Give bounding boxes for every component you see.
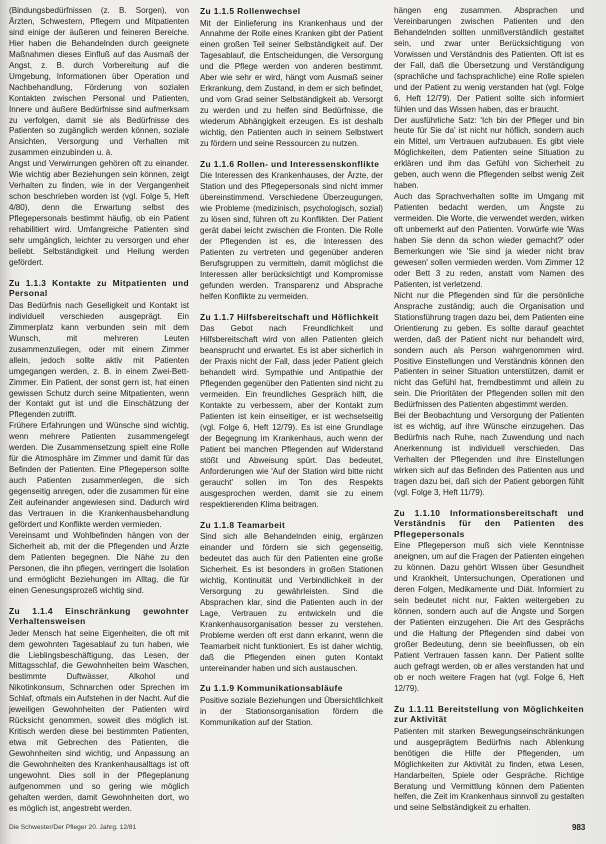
body-paragraph: Mit der Einlieferung ins Krankenhaus und der Annahme der Rolle eines Kranken gibt der Patient einen großen Teil seiner Selbständigkeit auf. Der Tagesablauf, die Entscheidungen, die Versorgung und die Pflege werden von anderen bestimmt. Aber wie sehr er wird, hängt vom Ausmaß seiner Erkrankung, dem Zustand, in dem er sich befindet, und vom Grad seiner Selbständigkeit ab. Versorgt zu werden und zu helfen sind Bedürfnisse, die wiederum Abhängigkeit erzeugen. Es ist deshalb wichtig, den Patienten auch in seinem Selbstwert zu fördern und seine Ressourcen zu nutzen. (200, 18, 383, 148)
section-heading: Zu 1.1.5 Rollenwechsel (200, 6, 301, 16)
section-heading: Zu 1.1.7 Hilfsbereitschaft und Höflichkeit (200, 311, 379, 322)
text-column-1 (9, 6, 189, 815)
body-paragraph: Angst und Verwirrungen gehören oft zu einander. Wie wichtig aber Beziehungen sein können, zeigt Verhalten zu finden, wie in der Vergangenheit schon beschrieben worden ist (vgl. Folge 5, Heft 4/80), denn die Erwartung selbst des Pflegepersonals bestimmt häufig, ob ein Patient rehabilitiert wird. Umfangreiche Patienten sind sehr umgänglich, leichter zu versorgen und eher beliebt. Selbständigkeit und Heilung werden gefördert. (9, 159, 189, 267)
body-paragraph: Patienten mit starken Bewegungseinschränkungen und ausgeprägtem Bedürfnis nach Ablenkung benötigen die Hilfe der Pflegenden, um Möglichkeiten zur Aktivität zu finden, etwa Lesen, Handarbeiten, Spiele oder Gespräche. Richtige Beratung und Vermittlung können dem Patienten helfen, die Zeit im Krankenhaus sinnvoll zu gestalten und seine Selbständigkeit zu erhalten. (394, 726, 584, 813)
body-paragraph: hängen eng zusammen. Absprachen und Vereinbarungen zwischen Patienten und den Behandelnden sollten unmißverständlich gestaltet sein, und zwar unter Berücksichtigung von Vorwissen und Verständnis des Patienten. Oft ist es der Fall, daß die Übersetzung und Verständigung (sprachliche und fachsprachliche) eine Rolle spielen und der Patient zu wenig verstanden hat (vgl. Folge 6, Heft 12/79). Der Patient sollte sich informiert fühlen und das Wissen haben, das er braucht. (394, 6, 584, 114)
body-paragraph: Sind sich alle Behandelnden einig, ergänzen einander und fördern sie sich gegenseitig, bedeutet das auch für den Patienten eine große Sicherheit. Es ist besonders in großen Stationen wichtig, Kontinuität und Verbindlichkeit in der Versorgung zu gewährleisten. Sind die Absprachen klar, sind die Patienten auch in der Lage, Vertrauen zu entwickeln und die Krankenhausorganisation besser zu verstehen. Probleme werden oft erst dann erkannt, wenn die Teamarbeit nicht funktioniert. Es ist daher wichtig, daß die Pflegenden einen guten Kontakt untereinander haben und sich austauschen. (200, 532, 383, 673)
page-number: 983 (572, 823, 586, 832)
section-heading: Zu 1.1.4 Einschränkung gewohnter Verhaltensweisen (9, 605, 189, 627)
body-paragraph: Auch das Sprachverhalten sollte im Umgang mit Patienten bedacht werden, um Ängste zu vermeiden. Die Worte, die verwendet werden, wirken oft unbemerkt auf den Patienten. Vorwürfe wie 'Was haben Sie denn da schon wieder gemacht?' oder Bemerkungen wie 'Sie sind ja wieder nicht brav gewesen' sollen vermieden werden. Vom Zimmer 12 oder Bett 3 zu reden, anstatt vom Namen des Patienten, ist verletzend. (394, 192, 584, 289)
body-paragraph: Bei der Beobachtung und Versorgung der Patienten ist es wichtig, auf ihre Wünsche einzugehen. Das Bedürfnis nach Ruhe, nach Zuwendung und nach Anerkennung ist individuell verschieden. Das Verhalten der Pflegenden und ihre Einstellungen wirken sich auf das Befinden des Patienten aus und tragen dazu bei, daß sich der Patient geborgen fühlt (vgl. Folge 3, Heft 11/79). (394, 411, 584, 497)
journal-footer: Die Schwester/Der Pfleger 20. Jahrg. 12/81 (9, 824, 137, 831)
section-heading: Zu 1.1.9 Kommunikationsabläufe (200, 683, 343, 694)
section-heading: Zu 1.1.6 Rollen- und Interessenskonflikte (200, 158, 380, 169)
body-paragraph: Vereinsamt und Wohlbefinden hängen von der Sicherheit ab, mit der die Pflegenden und Ärzte dem Patienten begegnen. Die Nähe zu den Personen, die ihn pflegen, verringert die Isolation und ermöglicht Beziehungen im Alltag, die für einen Genesungsprozeß wichtig sind. (9, 530, 189, 595)
body-paragraph: Der ausführliche Satz: 'Ich bin der Pfleger und bin heute für Sie da' ist nicht nur höflich, sondern auch ein Mittel, um Vertrauen aufzubauen. Es gibt viele Möglichkeiten, dem Patienten seine Situation zu erklären und ihm das Gefühl von Sicherheit zu geben, auch wenn die Pflegenden selbst wenig Zeit haben. (394, 115, 584, 191)
body-paragraph: Positive soziale Beziehungen und Übersichtlichkeit in der Stationsorganisation fördern die Kommunikation auf der Station. (200, 695, 383, 727)
text-column-2 (200, 6, 383, 729)
body-paragraph: Jeder Mensch hat seine Eigenheiten, die oft mit dem gewohnten Tagesablauf zu tun haben, wie die Lieblingsbeschäftigung, das Lesen, der Mittagsschlaf, die Gewohnheiten beim Waschen, bestimmte Duftwässer, Alkohol und Nikotinkonsum, Schnarchen oder Sprechen im Schlaf, oftmals ein Aufstehen in der Nacht. Auf die jeweiligen Gewohnheiten der Patienten wird Rücksicht genommen, soweit dies möglich ist. Kritisch werden diese bei bestimmten Patienten, etwa mit Gebrechen des Patienten, die Gewohnheiten sind wichtig, und Anpassung an die Gewohnheiten des Krankenhausalltags ist oft ungewohnt. Dies soll in der Pflegeplanung aufgenommen und so gering wie möglich gehalten werden, damit Gewohnheiten dort, wo es möglich ist, angestrebt werden. (9, 628, 189, 813)
body-paragraph: Das Gebot nach Freundlichkeit und Hilfsbereitschaft wird von allen Patienten gleich beansprucht und erwartet. Es ist aber sicherlich in der Praxis nicht der Fall, dass jeder Patient gleich behandelt wird. Sympathie und Antipathie der Pflegenden gegenüber den Patienten sind nicht zu vermeiden. Ein freundliches Gespräch hilft, die Kontakte zu verbessern, aber der Kontakt zum Patienten ist kein einseitiger, er ist wechselseitig (vgl. Folge 6, Heft 12/79). Es ist eine Grundlage der Begegnung im Krankenhaus, auch wenn der Patient bei manchen Pflegenden auf Widerstand stößt und Abweisung spürt. Das bedeutet, Anforderungen wie 'Auf der Station wird bitte nicht geraucht' sollen im Ton des Respekts ausgesprochen werden, damit sie zu einem respektierenden Klima beitragen. (200, 324, 383, 509)
section-heading: Zu 1.1.8 Teamarbeit (200, 519, 286, 530)
body-paragraph: Die Interessen des Krankenhauses, der Ärzte, der Station und des Pflegepersonals sind nicht immer übereinstimmend. Verschiedene Überzeugungen, wie Probleme (medizinisch, psychologisch, sozial) zu lösen sind, führen oft zu Konflikten. Der Patient gerät dabei leicht zwischen die Fronten. Die Rolle der Pflegenden ist es, die Interessen des Patienten zu vertreten und gegenüber anderen Berufsgruppen zu vermitteln, damit möglichst die Interessen aller berücksichtigt und Kompromisse gefunden werden. Transparenz und Absprache helfen Konflikte zu vermeiden. (200, 171, 383, 301)
text-column-3 (394, 6, 584, 814)
body-paragraph: Frühere Erfahrungen und Wünsche sind wichtig, wenn mehrere Patienten zusammengelegt werden. Die Zusammensetzung spielt eine Rolle für die Atmosphäre im Zimmer und damit für das Befinden der Patienten. Eine Pflegeperson sollte auch Patienten zusammenlegen, die sich gegenseitig anregen, oder die zusammen für eine Zeit aufeinander angewiesen sind. Dadurch wird das Vertrauen in die Krankenhausbehandlung gefördert und Konflikte werden vermieden. (9, 421, 189, 529)
body-paragraph: Das Bedürfnis nach Geselligkeit und Kontakt ist individuell verschieden ausgeprägt. Ein Zimmerplatz kann verbunden sein mit dem Wunsch, mit mehreren Leuten zusammenzuliegen, oder mit einem Zimmer allein, jedoch sollte aktiv mit Patienten umgegangen werden, z. B. in einem Zwei-Bett-Zimmer. Ein Patient, der sonst gern ist, hat einen gewissen Schutz durch seine Mitpatienten, wenn der Kontakt gut ist und die Einschätzung der Pflegenden zutrifft. (9, 300, 189, 420)
body-paragraph: Eine Pflegeperson muß sich viele Kenntnisse aneignen, um auf die Fragen der Patienten eingehen zu können. Dazu gehört Wissen über Gesundheit und Krankheit, Untersuchungen, Operationen und deren Folgen, Medikamente und Diät. Informiert zu sein bedeutet nicht nur, Fakten weitergeben zu können, sondern auch auf die Ängste und Sorgen der Patienten einzugehen. Die Art des Gesprächs und die Haltung der Pflegenden sind dabei von großer Bedeutung, denn sie beeinflussen, ob ein Patient Vertrauen fassen kann. Der Patient sollte auch gefragt werden, ob er alles verstanden hat und ob er noch weitere Fragen hat (vgl. Folge 6, Heft 12/79). (394, 541, 584, 693)
section-heading: Zu 1.1.11 Bereitstellung von Möglichkeiten zur Aktivität (394, 703, 584, 725)
body-paragraph: (Bindungsbedürfnissen (z. B. Sorgen), von Ärzten, Schwestern, Pflegern und Mitpatienten sind einige der äußeren und feineren Bereiche. Hier haben die Behandelnden durch geeignete Maßnahmen dieses Einfluß auf das Ausmaß der Angst, z. B. durch Vorbereitung auf die Umgebung, Informationen über Operation und Nachbehandlung, Förderung von sozialen Kontakten zwischen Personal und Patienten, Innere und äußere Bedürfnisse sind aufmerksam zu verfolgen, damit sie als Bedürfnisse des Patienten so zugänglich werden können, soziale Ansichten, Versorgung und Verhalten mit zusammen einzubinden u. ä. (9, 6, 189, 158)
body-paragraph: Nicht nur die Pflegenden sind für die persönliche Ansprache zuständig; auch die Organisation und Stationsführung tragen dazu bei, dem Patienten eine Orientierung zu geben. Es sollte darauf geachtet werden, daß der Patient nicht nur behandelt wird, sondern auch als Person wahrgenommen wird. Positive Einstellungen und Verständnis können den Patienten in seiner Situation unterstützen, damit er nicht das Gefühl hat, fremdbestimmt und allein zu sein. Die Prioritäten der Pflegenden sollen mit den Bedürfnissen des Patienten abgestimmt werden. (394, 290, 584, 410)
section-heading: Zu 1.1.10 Informationsbereitschaft und Verständnis für den Patienten des Pflegepersonals (394, 507, 584, 539)
section-heading: Zu 1.1.3 Kontakte zu Mitpatienten und Personal (9, 277, 189, 299)
